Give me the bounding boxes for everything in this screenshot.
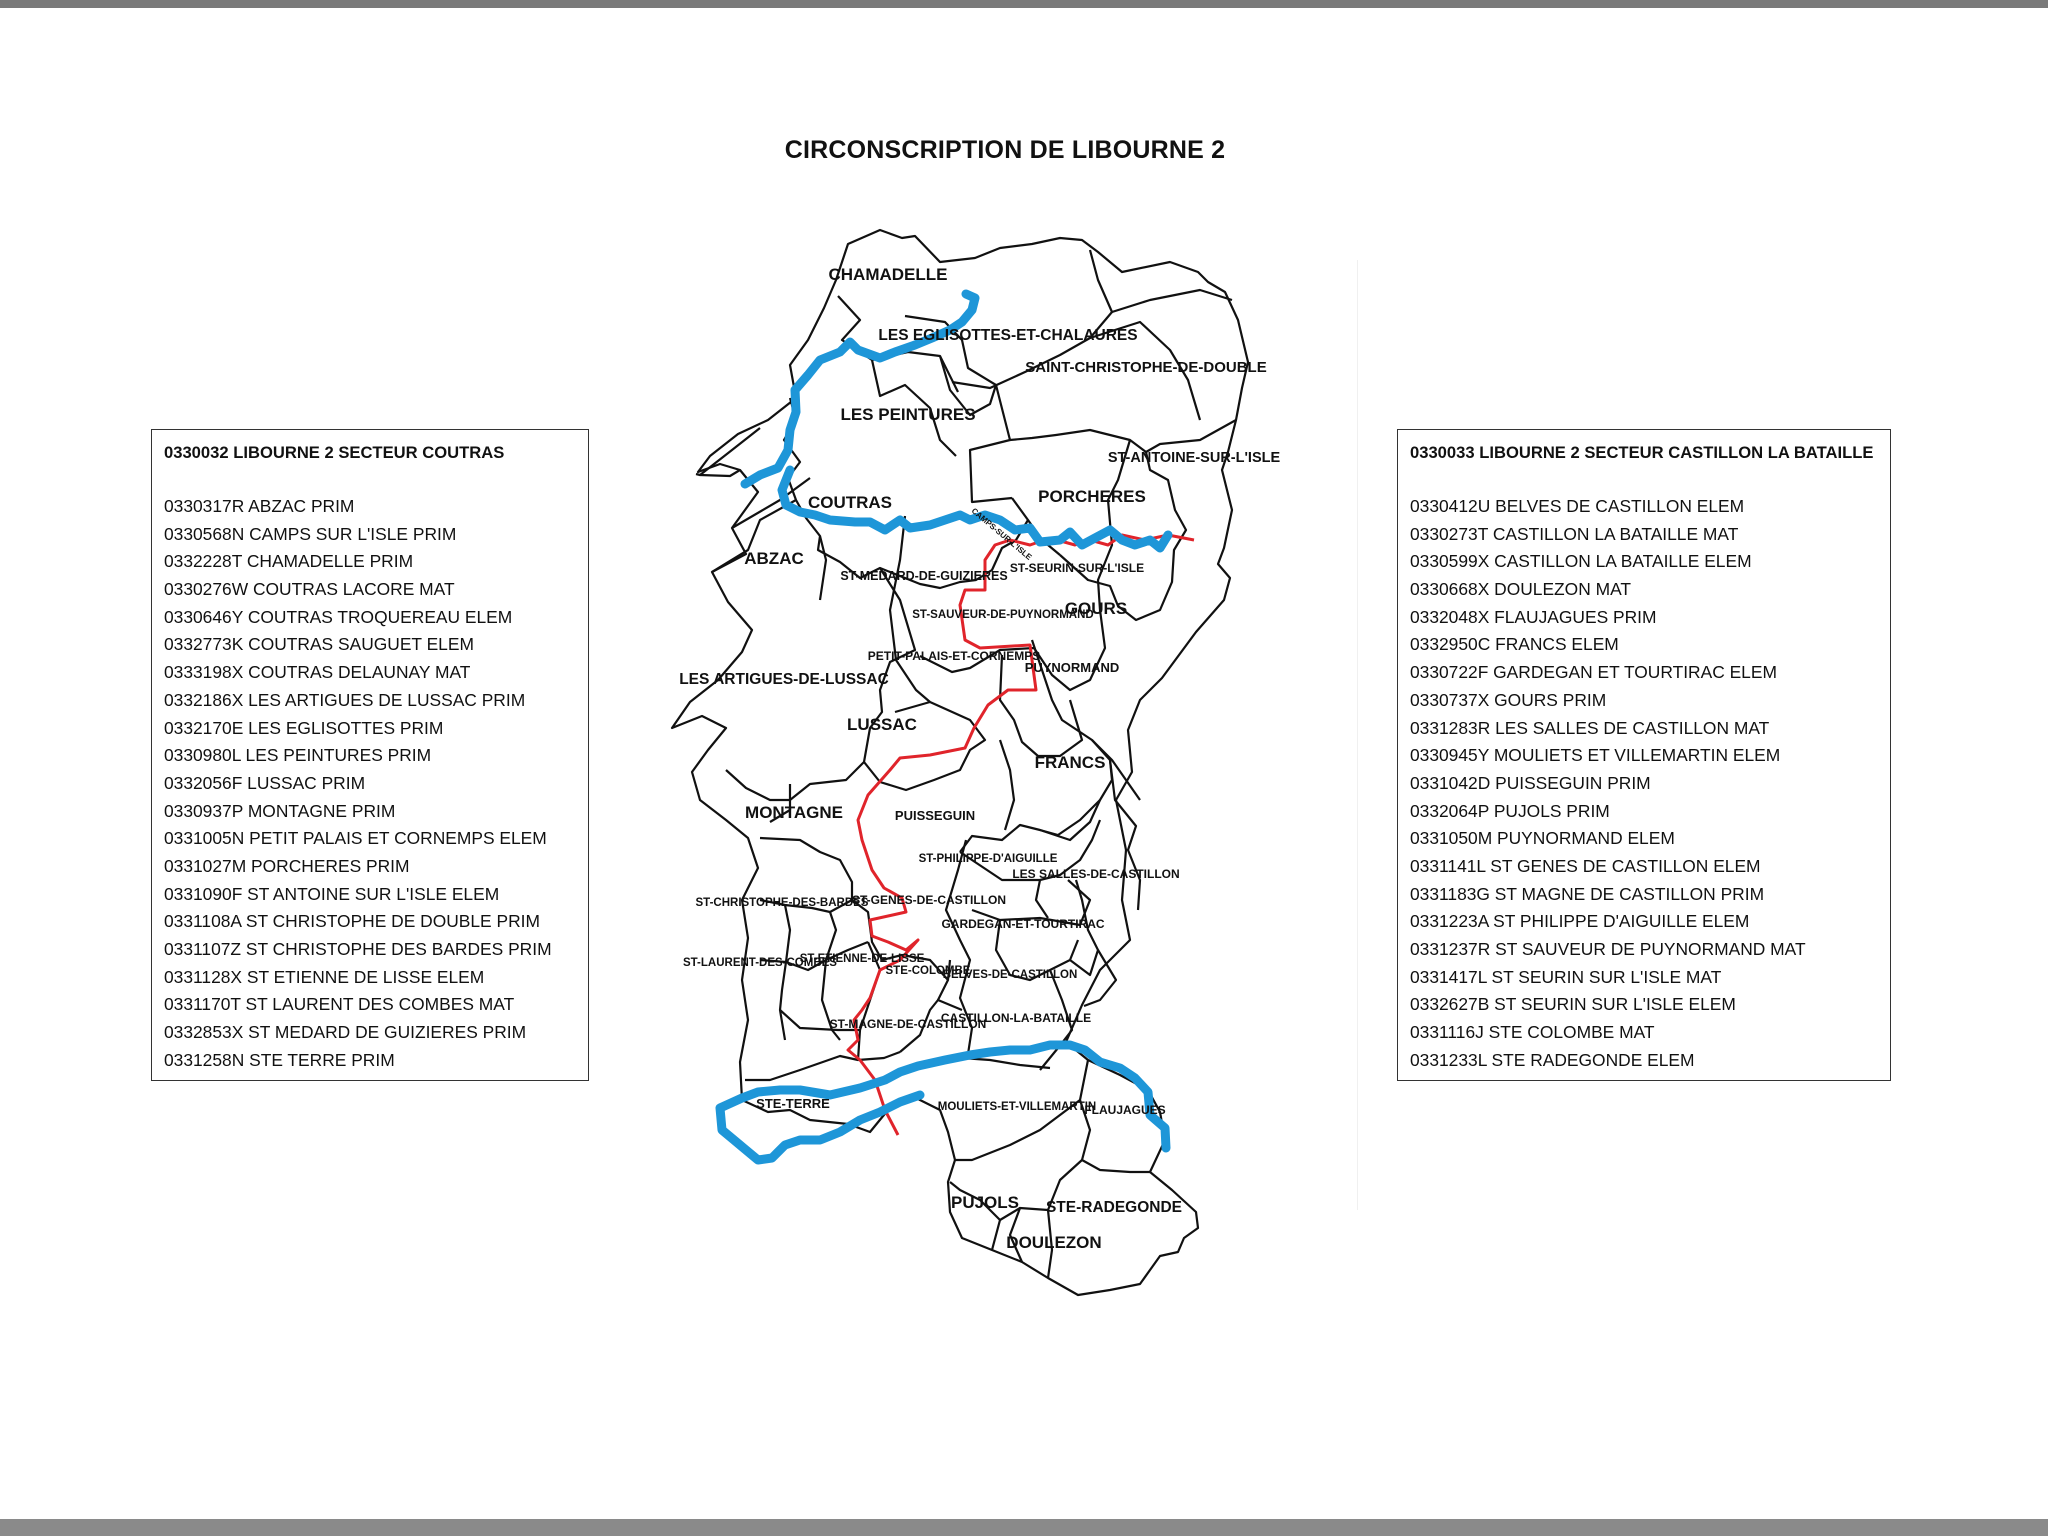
commune-label-st-etienne: ST-ETIENNE-DE-LISSE	[799, 953, 925, 965]
commune-label-doulezon: DOULEZON	[1006, 1233, 1102, 1252]
school-item: 0330273T CASTILLON LA BATAILLE MAT	[1410, 523, 1739, 544]
commune-label-les-peintures: LES PEINTURES	[840, 405, 976, 424]
sector-castillon-heading: 0330033 LIBOURNE 2 SECTEUR CASTILLON LA BATAILLE	[1410, 443, 1874, 462]
commune-label-st-magne: ST-MAGNE-DE-CASTILLON	[829, 1017, 987, 1031]
commune-label-st-philippe: ST-PHILIPPE-D'AIGUILLE	[918, 853, 1058, 865]
bottom-frame-bar	[0, 1519, 2048, 1536]
commune-label-castillon: CASTILLON-LA-BATAILLE	[940, 1011, 1092, 1025]
school-item: 0332170E LES EGLISOTTES PRIM	[164, 717, 444, 738]
school-item: 0331042D PUISSEGUIN PRIM	[1410, 772, 1651, 793]
top-frame-bar	[0, 0, 2048, 8]
school-item: 0331141L ST GENES DE CASTILLON ELEM	[1410, 855, 1761, 876]
school-item: 0330646Y COUTRAS TROQUEREAU ELEM	[164, 606, 513, 627]
school-item: 0331283R LES SALLES DE CASTILLON MAT	[1410, 717, 1770, 738]
page-title: CIRCONSCRIPTION DE LIBOURNE 2	[784, 136, 1226, 164]
commune-label-abzac: ABZAC	[744, 549, 804, 568]
school-item: 0331417L ST SEURIN SUR L'ISLE MAT	[1410, 966, 1722, 987]
school-item: 0331233L STE RADEGONDE ELEM	[1410, 1049, 1695, 1070]
school-item: 0330276W COUTRAS LACORE MAT	[164, 579, 455, 600]
commune-label-ste-radegonde: STE-RADEGONDE	[1045, 1199, 1183, 1216]
school-item: 0333198X COUTRAS DELAUNAY MAT	[164, 662, 471, 683]
school-item: 0330722F GARDEGAN ET TOURTIRAC ELEM	[1410, 662, 1777, 683]
school-item: 0332950C FRANCS ELEM	[1410, 634, 1619, 655]
school-item: 0330980L LES PEINTURES PRIM	[164, 745, 432, 766]
sector-coutras-heading: 0330032 LIBOURNE 2 SECTEUR COUTRAS	[164, 443, 505, 462]
commune-label-flaujagues: FLAUJAGUES	[1084, 1103, 1166, 1117]
commune-label-st-medard: ST-MEDARD-DE-GUIZIERES	[840, 569, 1008, 583]
school-item: 0332064P PUJOLS PRIM	[1410, 800, 1610, 821]
school-item: 0330737X GOURS PRIM	[1410, 689, 1607, 710]
commune-label-camps: CAMPS-SUR-L'ISLE	[969, 506, 1034, 562]
school-item: 0330668X DOULEZON MAT	[1410, 579, 1632, 600]
commune-label-puisseguin: PUISSEGUIN	[894, 808, 976, 823]
school-item: 0332773K COUTRAS SAUGUET ELEM	[164, 634, 474, 655]
school-item: 0331090F ST ANTOINE SUR L'ISLE ELEM	[164, 883, 500, 904]
school-item: 0331116J STE COLOMBE MAT	[1410, 1022, 1655, 1043]
school-item: 0330412U BELVES DE CASTILLON ELEM	[1410, 496, 1745, 516]
commune-label-st-sauveur: ST-SAUVEUR-DE-PUYNORMAND	[912, 609, 1094, 621]
school-item: 0331237R ST SAUVEUR DE PUYNORMAND MAT	[1410, 939, 1806, 959]
commune-label-st-christophe-de-double: SAINT-CHRISTOPHE-DE-DOUBLE	[1025, 359, 1267, 376]
school-item: 0330599X CASTILLON LA BATAILLE ELEM	[1410, 551, 1752, 572]
commune-label-montagne: MONTAGNE	[745, 803, 843, 822]
school-item: 0331170T ST LAURENT DES COMBES MAT	[164, 994, 515, 1015]
school-item: 0332048X FLAUJAGUES PRIM	[1410, 606, 1657, 627]
commune-label-ste-terre: STE-TERRE	[756, 1096, 830, 1111]
school-item: 0331107Z ST CHRISTOPHE DES BARDES PRIM	[164, 939, 552, 959]
school-item: 0331223A ST PHILIPPE D'AIGUILLE ELEM	[1410, 911, 1750, 932]
school-item: 0332853X ST MEDARD DE GUIZIERES PRIM	[164, 1022, 527, 1043]
faint-guide-line	[1357, 260, 1358, 1210]
school-item: 0332056F LUSSAC PRIM	[164, 772, 366, 793]
commune-label-belves: BELVES-DE-CASTILLON	[942, 969, 1078, 981]
school-item: 0331128X ST ETIENNE DE LISSE ELEM	[164, 966, 485, 987]
commune-label-mouliets: MOULIETS-ET-VILLEMARTIN	[937, 1101, 1097, 1113]
commune-label-st-antoine: ST-ANTOINE-SUR-L'ISLE	[1107, 450, 1281, 466]
commune-label-les-artigues: LES ARTIGUES-DE-LUSSAC	[679, 671, 889, 688]
commune-label-lussac: LUSSAC	[847, 715, 917, 734]
school-item: 0330568N CAMPS SUR L'ISLE PRIM	[164, 523, 457, 544]
commune-label-st-seurin: ST-SEURIN-SUR-L'ISLE	[1009, 561, 1145, 575]
school-item: 0331027M PORCHERES PRIM	[164, 855, 410, 876]
sector-coutras-panel	[151, 429, 589, 1081]
commune-label-ste-colombe: STE-COLOMBE	[885, 965, 971, 977]
commune-label-pujols: PUJOLS	[950, 1193, 1020, 1212]
school-item: 0331050M PUYNORMAND ELEM	[1410, 828, 1675, 849]
school-item: 0332228T CHAMADELLE PRIM	[164, 551, 414, 572]
school-item: 0332627B ST SEURIN SUR L'ISLE ELEM	[1410, 994, 1736, 1015]
sector-coutras-school-list	[164, 493, 576, 1074]
commune-label-st-laurent: ST-LAURENT-DES-COMBES	[683, 957, 837, 969]
school-item: 0331108A ST CHRISTOPHE DE DOUBLE PRIM	[164, 911, 540, 932]
commune-label-les-salles: LES SALLES-DE-CASTILLON	[1012, 867, 1180, 881]
commune-label-petit-palais: PETIT-PALAIS-ET-CORNEMPS	[867, 649, 1041, 663]
commune-label-eglisottes: LES EGLISOTTES-ET-CHALAURES	[878, 327, 1138, 344]
school-item: 0331183G ST MAGNE DE CASTILLON PRIM	[1410, 883, 1765, 904]
commune-label-coutras: COUTRAS	[807, 493, 893, 512]
commune-label-porcheres: PORCHERES	[1038, 487, 1146, 506]
school-item: 0330317R ABZAC PRIM	[164, 496, 355, 516]
school-item: 0331258N STE TERRE PRIM	[164, 1049, 395, 1070]
sector-boundary-line	[848, 535, 1194, 1135]
commune-label-st-genes: ST-GENES-DE-CASTILLON	[851, 893, 1007, 907]
school-item: 0330945Y MOULIETS ET VILLEMARTIN ELEM	[1410, 745, 1781, 766]
circonscription-map	[660, 220, 1281, 1320]
sector-castillon-school-list	[1410, 493, 1878, 1074]
commune-label-puynormand: PUYNORMAND	[1024, 660, 1120, 675]
school-item: 0331005N PETIT PALAIS ET CORNEMPS ELEM	[164, 828, 547, 849]
school-item: 0332186X LES ARTIGUES DE LUSSAC PRIM	[164, 689, 526, 710]
commune-label-st-christophe-des-bardes: ST-CHRISTOPHE-DES-BARDES	[695, 897, 869, 909]
commune-label-gardegan: GARDEGAN-ET-TOURTIRAC	[941, 917, 1105, 931]
commune-labels	[679, 265, 1280, 1252]
commune-label-gours: GOURS	[1064, 599, 1128, 618]
sector-castillon-panel	[1397, 429, 1891, 1081]
school-item: 0330937P MONTAGNE PRIM	[164, 800, 396, 821]
commune-label-francs: FRANCS	[1034, 753, 1106, 772]
commune-label-chamadelle: CHAMADELLE	[828, 265, 948, 284]
